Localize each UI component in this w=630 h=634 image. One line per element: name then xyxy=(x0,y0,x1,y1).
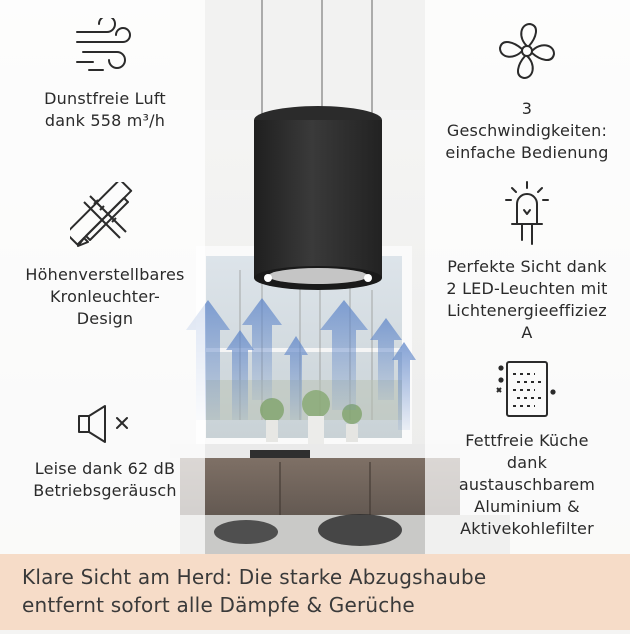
feature-filter-line-1: Fettfreie Küche xyxy=(465,431,589,450)
feature-filter-line-2: dank xyxy=(506,453,548,472)
feature-quiet-line-2: Betriebsgeräusch xyxy=(33,481,177,500)
speaker-mute-icon xyxy=(75,402,135,446)
feature-speeds-line-3: einfache Bedienung xyxy=(445,143,609,162)
feature-height-line-1: Höhenverstellbares xyxy=(25,265,185,284)
feature-led xyxy=(430,180,624,344)
led-icon xyxy=(502,180,552,246)
feature-air-line-2: dank 558 m³/h xyxy=(44,111,166,130)
feature-filter-line-4: Aluminium & xyxy=(474,497,580,516)
feature-air-line-1: Dunstfreie Luft xyxy=(44,89,166,108)
feature-filter-line-3: austauschbarem xyxy=(458,475,596,494)
feature-quiet-line-1: Leise dank 62 dB xyxy=(34,459,176,478)
feature-height-line-2: Kronleuchter- xyxy=(49,287,161,306)
filter-icon xyxy=(495,358,559,420)
feature-height xyxy=(8,182,202,330)
feature-led-line-4: A xyxy=(521,323,533,342)
bottom-banner xyxy=(0,554,630,630)
range-hood xyxy=(254,106,382,290)
fan-icon xyxy=(496,20,558,82)
feature-led-line-1: Perfekte Sicht dank xyxy=(447,257,607,276)
feature-filter xyxy=(430,358,624,540)
banner-line-1: Klare Sicht am Herd: Die starke Abzugshaube xyxy=(22,565,487,589)
feature-height-line-3: Design xyxy=(76,309,134,328)
feature-led-line-2: 2 LED-Leuchten mit xyxy=(446,279,608,298)
wind-icon xyxy=(73,18,137,80)
feature-speeds xyxy=(430,20,624,164)
feature-led-line-3: Lichtenergieeffiziez xyxy=(447,301,607,320)
feature-air xyxy=(10,18,200,132)
feature-speeds-line-1: 3 xyxy=(521,99,533,118)
feature-filter-line-5: Aktivekohlefilter xyxy=(460,519,594,538)
feature-quiet xyxy=(10,402,200,502)
banner-line-2: entfernt sofort alle Dämpfe & Gerüche xyxy=(22,593,415,617)
feature-speeds-line-2: Geschwindigkeiten: xyxy=(446,121,608,140)
ruler-pencil-icon xyxy=(70,182,140,252)
